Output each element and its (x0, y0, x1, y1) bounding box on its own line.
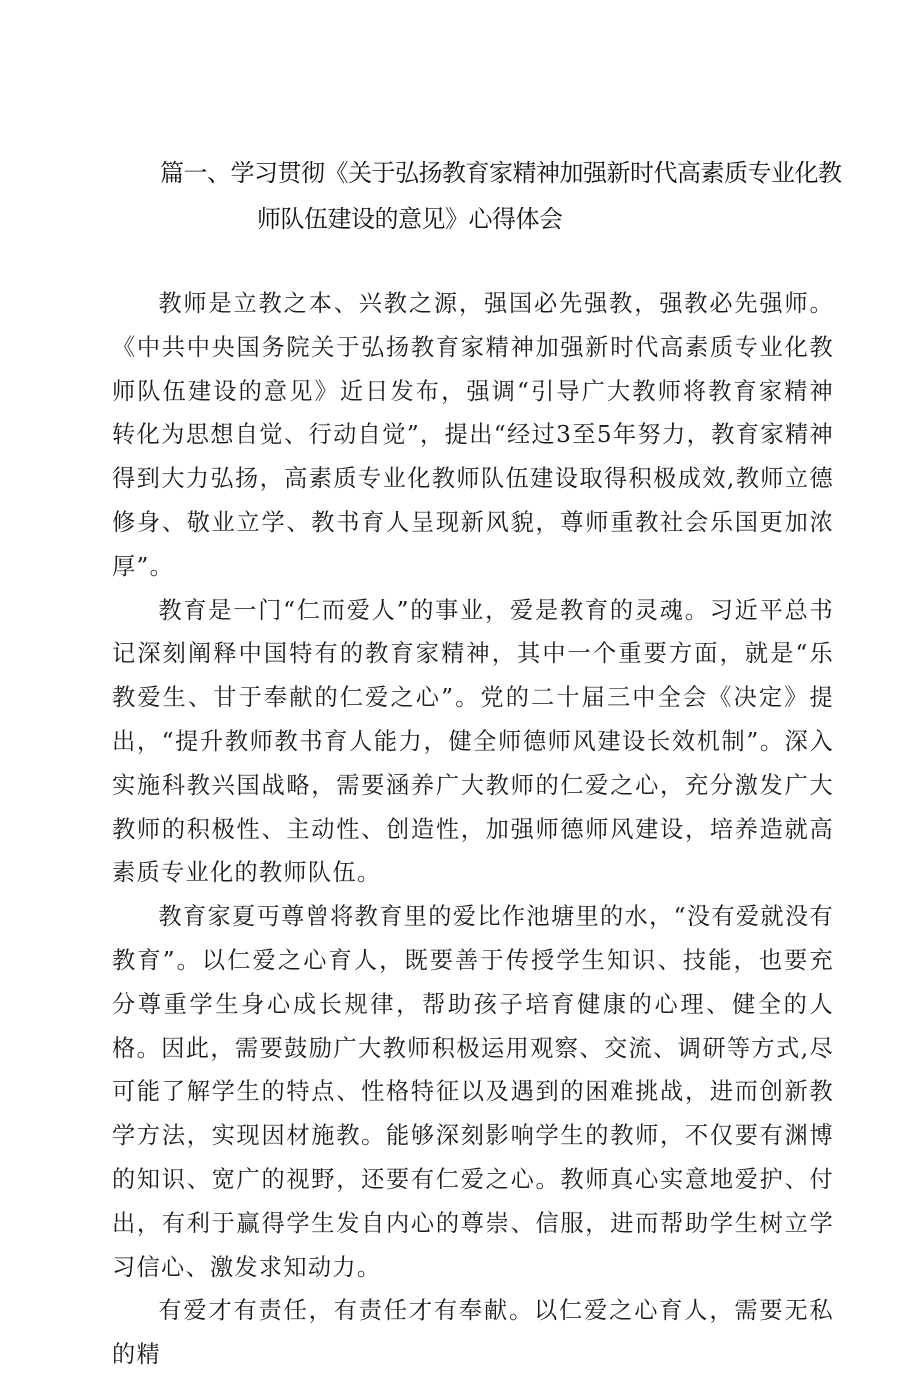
title-line-1: 篇一、学习贯彻《关于弘扬教育家精神加强新时代高素质专业化教 (160, 159, 842, 187)
document-title (160, 150, 840, 242)
paragraph-1: 教师是立教之本、兴教之源，强国必先强教，强教必先强师。《中共中央国务院关于弘扬教育家精神加强新时代高素质专业化教师队伍建设的意见》近日发布，强调“引导广大教师将教育家精神转化为思想自觉、行动自觉”，提出“经过3至5年努力，教育家精神得到大力弘扬，高素质专业化教师队伍建设取得积极成效,教师立德修身、敬业立学、教书育人呈现新风貌，尊师重教社会乐国更加浓厚”。 (112, 290, 834, 580)
paragraph-4: 有爱才有责任，有责任才有奉献。以仁爱之心育人，需要无私的精 (112, 1297, 834, 1369)
paragraph-2: 教育是一门“仁而爱人”的事业，爱是教育的灵魂。习近平总书记深刻阐释中国特有的教育家精神，其中一个重要方面，就是“乐教爱生、甘于奉献的仁爱之心”。党的二十届三中全会《决定》提出，“提升教师教书育人能力，健全师德师风建设长效机制”。深入实施科教兴国战略，需要涵养广大教师的仁爱之心，充分激发广大教师的积极性、主动性、创造性，加强师德师风建设，培养造就高素质专业化的教师队伍。 (112, 596, 834, 887)
title-line-2: 师队伍建设的意见》心得体会 (257, 205, 563, 233)
document-body (112, 282, 834, 1377)
paragraph-3: 教育家夏丏尊曾将教育里的爱比作池塘里的水，“没有爱就没有教育”。以仁爱之心育人，既要善于传授学生知识、技能，也要充分尊重学生身心成长规律，帮助孩子培育健康的心理、健全的人格。因此，需要鼓励广大教师积极运用观察、交流、调研等方式,尽可能了解学生的特点、性格特征以及遇到的困难挑战，进而创新教学方法，实现因材施教。能够深刻影响学生的教师，不仅要有渊博的知识、宽广的视野，还要有仁爱之心。教师真心实意地爱护、付出，有利于赢得学生发自内心的尊崇、信服，进而帮助学生树立学习信心、激发求知动力。 (112, 903, 834, 1281)
